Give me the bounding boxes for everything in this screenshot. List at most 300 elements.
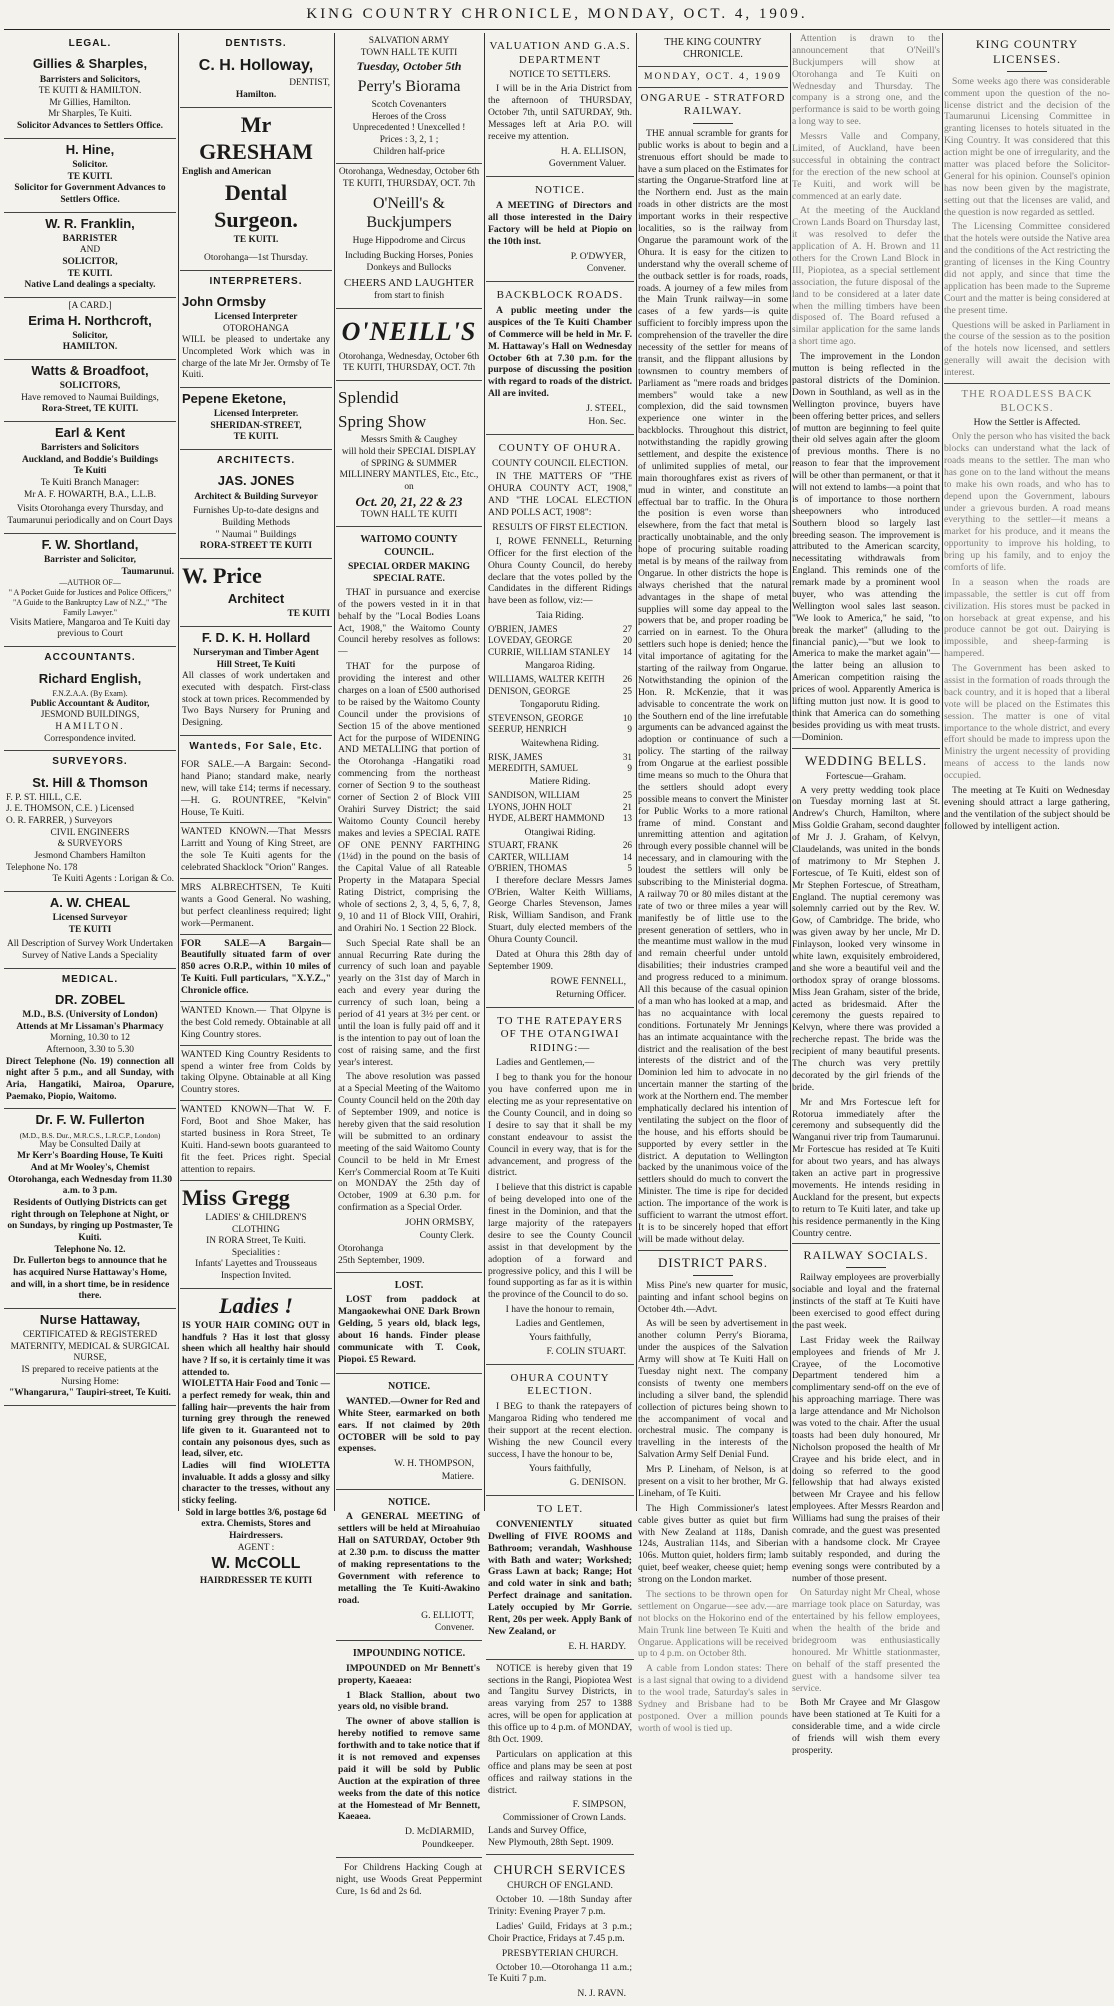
result-row [488,840,632,851]
vote-count: 25 [622,685,632,696]
section-heading: SURVEYORS. [52,756,128,768]
signature: Convener. [586,263,626,275]
ad-line: Licensed Interpreter [214,312,298,323]
section-heading: DENTISTS. [225,38,287,49]
section-heading: THE ROADLESS BACK BLOCKS. [961,388,1093,414]
signature: W. H. THOMPSON, [394,1458,474,1470]
ad-line: Direct Telephone (No. 19) connection all night after 5 p.m., and all Sunday, with Aria, Hangatiki, Mairoa, Oparure, Paemako, Piopio, Waitomo. [6,1056,174,1102]
paragraph: Ladies and Gentlemen,— [496,1057,595,1069]
ad-st-hill-thomson [4,772,176,892]
notice-denison-thanks [486,1365,634,1496]
divider [1007,71,1047,72]
ad-line: WIOLETTA Hair Food and Tonic —a perfect remedy for weak, thin and falling hair—prevents the hair from turning grey through the renewed life given to it. Guaranteed not to contain any poisonous dyes, such as lead, silver, etc. [182,1379,330,1460]
ad-line: Prices : 3, 2, 1 ; [379,134,439,145]
ad-oneills-buckjumpers [336,164,482,308]
news-paragraph: Some weeks ago there was considerable comment upon the question of the no-license district and the decision of the Taumarunui Licensing Committee in granting licenses to hotels situated in the King Country. It was considered that this action might be one of irregularity, and the matter was placed before the Solicitor-General for his opinion. Counsel's opinion has now been given by the magistrate, setting out that the licenses are valid, and the question is now regarded as settled. [944,75,1110,218]
news-paragraph: Mrs P. Lineham, of Nelson, is at present on a visit to her brother, Mr G. Lineham, of Te Kuiti. [638,1464,788,1499]
ad-line: TE KUITI & HAMILTON. [38,86,142,97]
ad-line: TOWN HALL TE KUITI [360,509,458,520]
classified-item: FOR SALE.—A Bargain: Second-hand Piano; standard make, nearly new, will take £14; terms if necessary.—H. G. ROUNTREE, "Kelvin" House, Te Kuiti. [180,756,332,823]
paragraph: The owner of above stallion is hereby notified to remove same forthwith and to take notice that if it is not removed and expenses paid it will be sold by Public Auction at the expiration of three weeks from the date of this notice at the Homestead of Mr Bennett, Kaeaea. [338,1716,480,1823]
news-paragraph: Attention is drawn to the announcement that O'Neill's Buckjumpers will show at Otorohanga and Te Kuiti on Wednesday and Thursday. The company is a strong one, and the performance is said to be worth going a long way to see. [792,33,940,128]
news-paragraph: The meeting at Te Kuiti on Wednesday evening should attract a large gathering, and the ventilation of the subject should be followed by intelligent action. [944,784,1110,832]
notice-heading: WAITOMO COUNTY COUNCIL. [360,534,458,558]
paragraph: The above resolution was passed at a Special Meeting of the Waitomo County Council held on the 20th day of September 1909, and notice is hereby given that the said resolution will be submitted to an ordinary meeting of the said Waitomo County Council to be held in Mr Ernest Kerr's Commercial Room at Te Kuiti on MONDAY the 25th day of October, 1909 at 6.30 p.m. for confirmation as a Special Order. [338,1071,480,1214]
ad-earl-kent [4,422,176,534]
paragraph: I therefore declare Messrs James O'Brien, Walter Keith Williams, George Charles Stevenson, James Risk, William Sandison, and Frank Stuart, duly elected members of the Ohura County Council. [488,874,632,946]
divider [944,383,1110,384]
paragraph: IMPOUNDED on Mr Bennett's property, Kaeaea: [338,1662,480,1686]
ad-line: DENTIST, [289,78,330,89]
paragraph: A GENERAL MEETING of settlers will be held at Miroahuiao Hall on SATURDAY, October 9th at 2.30 p.m. to discuss the matter of making representations to the Government with reference to metalling the Te Kuiti-Awakino road. [338,1511,480,1606]
candidate-name: STEVENSON, GEORGE [488,712,584,723]
vote-count: 27 [622,624,632,635]
signature: Lands and Survey Office, [488,1825,587,1837]
ad-line: TE KUITI, THURSDAY, OCT. 7th [342,178,476,189]
ad-line: Rora-Street, TE KUITI. [41,404,139,415]
signature: H. A. ELLISON, [560,145,626,157]
ad-line: JESMOND BUILDINGS, [40,710,140,721]
paragraph: I, ROWE FENNELL, Returning Officer for the first election of the Ohura County Council, do hereby declare that the votes polled by the Candidates in the different Ridings have been as follow, viz:— [488,535,632,607]
ad-miss-gregg [180,1181,332,1289]
ad-oneills-large [336,309,482,382]
news-paragraph: On Saturday night Mr Cheal, whose marriage took place on Saturday, was entertained by his fellow employees, when the health of the bride and bridegroom was enthusiastically honoured. Mr Whittle stationmaster, on behalf of the staff presented the guest with a handsome silver tea service. [792,1587,940,1694]
paragraph: THAT for the purpose of providing the interest and other charges on a loan of £500 authorised to be raised by the Waitomo County Council under the provisions of Section 15 of the above mentioned Act for the purpose of WIDENING AND METALLING that portion of the Otorohanga -Hangatiki road commencing from the northeast corner of Section 9 to the southeast corner of Section 2 of Block VIII Orahiri Survey District; the said Waitomo County Council hereby makes and levies a SPECIAL RATE OF ONE PENNY FARTHING (1¼d) in the pound on the basis of the Capital Value of all Rateable Property in the Matapara Special Rating District, comprising the whole of sections 2, 3, 4, 5, 6, 7, 8, 9, 10 and 11 of Block VIII, Orahiri, and Orahiri No. 1 Section 22 Block. [338,661,480,934]
candidate-name: WILLIAMS, WALTER KEITH [488,674,605,685]
signature: F. COLIN STUART. [546,1345,626,1357]
divider [638,66,788,67]
divider [792,1243,940,1244]
result-row [488,674,632,685]
ad-line: IN RORA Street, Te Kuiti. [206,1236,306,1247]
candidate-name: MEREDITH, SAMUEL [488,763,578,773]
paragraph: I will be in the Aria District from the afternoon of THURSDAY, October 7th, until SATURDAY, 9th. Messages left at Aria P.O. will receive my attention. [488,83,632,142]
ad-cough-cure: For Childrens Hacking Cough at night, use Woods Great Peppermint Cure, 1s 6d and 2s 6d. [336,1862,482,1897]
ad-line: SALVATION ARMY [368,36,450,46]
ad-line: " A Pocket Guide for Justices and Police Officers," "A Guide to the Bankruptcy Law of N.Z.," "The Family Lawyer." [8,588,172,617]
ad-line: AGENT : [237,1542,275,1553]
ad-line: from start to finish [373,290,445,301]
ad-line: & SURVEYORS [57,839,123,850]
notice-otangiwai-ratepayers [486,1008,634,1365]
ad-line: F. P. ST. HILL, C.E. [6,792,82,803]
section-heading: INTERPRETERS. [209,275,303,287]
section-heading: WEDDING BELLS. [804,752,928,768]
news-paragraph: A very pretty wedding took place on Tuesday morning last at St. Andrew's Church, Hamilton, where Miss Goldie Graham, second daughter of Mr J. J. Graham, of Kelvyn, Claudelands, was united in the bonds of matrimony to Mr Stephen J. Fortescue, of Te Kuiti, eldest son of Mr Stephen Fortescue, of Streatham, England. The nuptial ceremony was solemnly carried out by the Rev. W. Gow, of Cambridge. The bride, who was given away by her uncle, Mr D. Finlayson, looked very winsome in white lawn, exquisitely embroidered, and she wore a beautiful veil and the orthodox spray of orange blossoms. Miss Jean Graham, sister of the bride, acted as bridesmaid. After the ceremony the guests repaired to Kelvyn, where there was provided a recherche repast. The bride was the recipient of many beautiful presents. The church was very prettily decorated by the girl friends of the bride. [792,784,940,1093]
column-legal [4,33,176,1511]
masthead-rule [4,29,1110,30]
ad-line: AND [79,245,101,256]
notice-heading: BACKBLOCK ROADS. [496,289,624,302]
ad-english [4,668,176,752]
ad-line: CERTIFICATED & REGISTERED [22,1330,158,1341]
ad-line: SOLICITOR, [62,256,118,267]
ad-line: Afternoon, 3.30 to 5.30 [45,1045,134,1056]
ad-name: Miss Gregg [182,1184,290,1210]
riding-name: Tongaporutu Riding. [520,699,600,710]
paragraph: IN THE MATTERS OF "THE OHURA COUNTY ACT, 1908," AND "THE LOCAL ELECTION AND POLLS ACT, 1908": [488,471,632,519]
ad-line: Solicitor Advances to Settlers Office. [17,121,163,132]
news-paragraph: The Government has been asked to assist in the formation of roads through the back country, and it is hoped that a liberal vote will be placed on the Estimates this session. The matter is one of vital importance to the whole district, and every effort should be made to impress upon the Ministry the urgent necessity of providing means of access to the lands now occupied. [944,663,1110,782]
vote-count: 26 [622,674,632,685]
notice-heading: COUNTY OF OHURA. [498,441,622,454]
notice-heading: NOTICE. [534,184,586,197]
ad-line: LADIES' & CHILDREN'S CLOTHING [205,1212,307,1235]
ad-name: John Ormsby [182,293,266,309]
ad-ladies-hair [180,1289,332,1593]
signature: Government Valuer. [548,158,626,170]
ad-line: Barristers and Solicitors [41,443,139,454]
ad-line: All Description of Survey Work Undertaken [7,939,173,950]
vote-count: 10 [622,712,632,723]
ad-line: Hamilton. [235,89,277,100]
result-row [488,813,632,824]
ad-line: TE KUITI. [233,432,279,443]
ad-line: HAIRDRESSER TE KUITI [199,1576,313,1587]
ad-line: Otorohanga, Wednesday, October 6th [338,351,480,362]
ad-line: TE KUITI. [233,235,279,246]
ad-shortland [4,534,176,647]
ad-name: Ladies ! [219,1292,293,1318]
notice-subheading: COUNTY COUNCIL ELECTION. [492,457,628,469]
paragraph: I believe that this district is capable of being developed into one of the finest in the Dominion, and that the large majority of the ratepayers desire to see the County Council assist in that development by the adoption of a forward and progressive policy, and this I will be found supporting as far as it is within the province of the Council to do so. [488,1182,632,1301]
paragraph: LOST from paddock at Mangaokewhai ONE Dark Brown Gelding, 5 years old, black legs, about 16 hands. Finder please communicate with T. Cook, Piopoi. £5 Reward. [338,1294,480,1365]
ad-hollard [180,627,332,736]
candidate-name: DENISON, GEORGE [488,685,571,696]
signature: P. O'DWYER, [570,250,626,262]
ad-name: JAS. JONES [217,473,295,489]
vote-count: 20 [622,635,632,646]
ad-line: J. E. THOMSON, C.E. ) Licensed [6,804,134,815]
ad-line: Te Kuiti Branch Manager: [40,478,140,489]
ad-line: Have removed to Naumai Buildings, [21,392,159,403]
signature: G. DENISON. [569,1477,626,1489]
ad-line: Native Land dealings a specialty. [24,280,156,291]
notice-settlers-meeting [336,1490,482,1641]
ad-name: F. D. K. H. Hollard [201,629,311,645]
vote-count: 31 [622,751,632,762]
ad-line: Survey of Native Lands a Speciality [22,950,158,961]
news-paragraph: In a season when the roads are impassable, the settler is cut off from civilization. His stores must be packed in on horseback at great expense, and his produce cannot be got out. Dairying is impossible, and sheep-farming is hampered. [944,576,1110,660]
ad-line: Telephone No. 178 [6,862,78,873]
signature: E. H. HARDY. [568,1640,626,1652]
notice-subheading: NOTICE TO SETTLERS. [509,69,611,81]
ad-line: Specialities : [231,1247,281,1258]
column-licenses [944,33,1110,1511]
section-heading: MEDICAL. [61,973,119,985]
ad-line: TE KUITI. [67,171,113,182]
paragraph: I beg to thank you for the honour you have conferred upon me in electing me as your representative on the County Council, and in doing so I desire to say that it shall be my constant endeavour to assist the Council in every way, that is for the advancement, and progress of the district. [488,1072,632,1179]
ad-line: Scotch Covenanters [371,100,447,111]
ad-line: TE KUITI. [67,268,113,279]
ad-line: Licensed Surveyor [52,913,128,924]
ad-line: Residents of Outlying Districts can get right through on Telephone at Night, or on Sundays, by ringing up Postmaster, Te Kuiti. [7,1198,173,1244]
ad-line: Mr A. F. HOWARTH, B.A., L.L.B. [23,489,157,500]
column-notices [486,33,634,2000]
signature: Commissioner of Crown Lands. [502,1812,626,1824]
column-professional [180,33,332,1587]
signature: 25th September, 1909. [338,1254,425,1266]
news-paragraph: The Licensing Committee considered that the hotels were outside the Native area and the conditions of the Act restricting the granting of licenses in the King Country did not apply, and since that time the application has been made to the Supreme Court and the matter is being considered at the present time. [944,221,1110,316]
signature: Returning Officer. [555,988,626,1000]
candidate-name: SEERUP, HENRICH [488,724,567,735]
divider [792,748,940,749]
ad-name: DR. ZOBEL [54,992,126,1008]
candidate-name: LYONS, JOHN HOLT [488,801,572,812]
section-subheading: How the Settler is Affected. [973,417,1081,429]
ad-spring-show [336,381,482,527]
paragraph: A public meeting under the auspices of the Te Kuiti Chamber of Commerce will be held in Mr. F. M. Hattaway's Hall on Wednesday October 6th at 7.30 p.m. for the purpose of discussing the position with regard to roads of the district. All are invited. [488,304,632,400]
ad-line: (M.D., B.S. Dur., M.R.C.S., L.R.C.P., London) [19,1130,161,1140]
classified-item: WANTED Known.— That Olpyne is the best Cold remedy. Obtainable at all King Country stores. [180,1002,332,1046]
signature: Convener. [434,1622,474,1634]
ad-line: Splendid [338,388,399,408]
editorial-heading: ONGARUE - STRATFORD RAILWAY. [640,91,786,118]
result-row [488,624,632,635]
notice-steer [336,1374,482,1490]
ad-line: MATERNITY, MEDICAL & SURGICAL [10,1341,170,1352]
ad-line: O. R. FARRER, ) Surveyors [6,815,113,826]
editorial-paper-title: THE KING COUNTRY CHRONICLE. [664,37,762,61]
ad-name: Architect [227,591,285,607]
paragraph: I BEG to thank the ratepayers of Mangaroa Riding who tendered me their support at the recent election. Wishing the new Council every success, I have the honour to be, [488,1401,632,1460]
candidate-name: O'BRIEN, THOMAS [488,863,568,874]
section-heading: ACCOUNTANTS. [44,652,136,664]
ad-name: Gillies & Sharples, [32,56,148,72]
candidate-name: CARTER, WILLIAM [488,851,569,862]
result-row [488,863,632,874]
ad-line: Nurseryman and Timber Agent [193,648,319,658]
riding-name: Taia Riding. [536,610,584,622]
ad-holloway [180,53,332,107]
column-divider [636,33,637,1511]
result-row [488,852,632,863]
church-services [486,1855,634,2006]
ad-line: Licensed Interpreter. [213,409,299,420]
ad-line: SOLICITORS, [59,381,121,392]
notice-valuation [486,33,634,177]
news-paragraph: The improvement in the London mutton is being reflected in the pastoral districts of the Dominion. Down in Southland, as well as in the Wellington province, buyers have been offering better prices, and sellers of mutton are beginning to feel quite their old selves again after the gloom of previous months. There is no reason to fear that the improvement will be other than permanent, or that it will not extend to lambs—a point that is of importance to those northern sheepowners who introduced Southern blood so largely last breeding season. The improvement is attributed to the American scarcity, necessitating withdrawals from England. This reminds one of the remark made by a prominent wool buyer, who was attending the Wellington wool sales last season. "We look to America," he said, "to break the market" (alluding to the financial panic),—"but we look to America to make the market again"—the latter being an allusion to American competition raising the prices of wool. Apparently America is lifting mutton just now. It is good to think that America can do something besides providing us with meat trusts.—Dominion. [792,351,940,743]
news-paragraph: Mr and Mrs Fortescue left for Rotorua immediately after the ceremony and subsequently did the Wanganui river trip from Taumarunui. Mr Fortescue has resided at Te Kuiti for about two years, and has always taken an active part in progressive movements. He intends residing in Auckland for the present, but expects to return to Te Kuiti later, and take up his residence permanently in the King Country centre. [792,1096,940,1239]
notice-subheading: SPECIAL ORDER MAKING SPECIAL RATE. [347,561,471,584]
paragraph: CONVENIENTLY situated Dwelling of FIVE ROOMS and Bathroom; verandah, Washhouse with Bath and water; Workshed; Grass Lawn at back; Range; Hot and cold water in sink and bath; Perfect drainage and sanitation. Lately occupied by Mr Gorrie. Rent, 20s per week. Apply Bank of New Zealand, or [488,1518,632,1637]
ad-line: Perry's Biorama [357,78,461,96]
ad-line: Spring Show [338,412,427,432]
ad-line: BARRISTER [62,233,118,244]
notice-heading: OHURA COUNTY ELECTION. [510,1371,610,1398]
ad-name: Mr GRESHAM [199,111,313,164]
ad-line: Messrs Smith & Caughey [360,435,458,446]
paragraph: Such Special Rate shall be an annual Recurring Rate during the currency of such loan and payable yearly on the 31st day of March in each and every year during the currency of such loan, being a period of 41 years at 3½ per cent. or until the loan is fully paid off and it is the intention to pay out of loan the cost of raising same, and the first year's interest. [338,937,480,1068]
ad-name: Nurse Hattaway, [39,1311,141,1327]
ad-line: RORA-STREET TE KUITI [199,541,313,552]
divider [693,123,733,124]
ad-line: Tuesday, October 5th [356,59,462,74]
ad-line: will hold their SPECIAL DISPLAY of SPRING & SUMMER MILLINERY MANTLES, Etc., Etc., on [339,446,479,492]
divider [638,1250,788,1251]
ad-line: O'Neill's & Buckjumpers [366,194,452,232]
election-results [488,610,632,874]
ad-name: W. Price [182,562,262,588]
paragraph: WANTED.—Owner for Red and White Steer, earmarked on both ears. If not claimed by 20th OCTOBER will be sold to pay expenses. [338,1395,480,1455]
ad-name: St. Hill & Thomson [32,774,148,790]
signature: Ladies and Gentlemen, [515,1318,605,1330]
ad-name: Dental Surgeon. [214,179,298,232]
divider [846,1267,886,1268]
divider [638,87,788,88]
paragraph: Ladies' Guild, Fridays at 3 p.m.; Choir Practice, Fridays at 7.45 p.m. [488,1920,632,1944]
result-row [488,763,632,774]
notice-to-let [486,1496,634,1659]
section-heading: LEGAL. [68,38,112,49]
ad-line: English and American [182,167,272,178]
section-heading: DISTRICT PARS. [657,1254,769,1270]
ad-name: F. W. Shortland, [41,536,139,552]
riding-name: Matiere Riding. [529,776,591,788]
ad-line: Heroes of the Cross [371,111,447,122]
notice-heading: LOST. [394,1279,424,1291]
column-editorial [638,33,788,1734]
ad-line: Solicitor, [72,330,108,341]
classified-item: WANTED KNOWN—That W. F. Ford, Boot and Shoe Maker, has started business in Rora Street, Te Kuiti. Hand-sewn boots guaranteed to fit the feet. Prices right. Special attention to repairs. [180,1101,332,1180]
ad-fullerton [4,1109,176,1309]
ad-line: Hill Street, Te Kuiti [216,659,296,670]
section-heading: KING COUNTRY LICENSES. [975,37,1079,66]
paragraph: NOTICE is hereby given that 19 sections in the Rangi, Piopiotea West and Tangitu Survey Districts, in areas varying from 257 to 1388 acres, will be open for application at this office up to 4 p.m. of MONDAY, 8th Oct. 1909. [488,1662,632,1746]
candidate-name: RISK, JAMES [488,751,543,762]
news-paragraph: At the meeting of the Auckland Crown Lands Board on Thursday last, it was resolved to defer the application of A. H. Brown and 11 others for the Crown Land Block in III, Piopiotea, as a special settlement association, the future disposal of the land to be considered at a later date when the milling timbers have been disposed of. The Board refused a similar application for the same lands a short time ago. [792,205,940,348]
column-divider [178,33,179,1511]
news-paragraph: Last Friday week the Railway employees and friends of Mr J. Crayee, of the Locomotive Department tendered him a complimentary send-off on the eve of his approaching marriage. There was a large attendance and Mr Nicholson was voted to the chair. After the usual toasts had been duly honoured, Mr Nicholson proposed the health of Mr Crayee and his bride elect, and in doing so referred to the good fellowship that had always existed between Mr Crayee and his fellow employees. After Messrs Reardon and Williams had sung the praises of their comrade, and the guest was presented with a handsome clock. Mr Crayee suitably responded, and during the evening songs were contributed by a number of those present. [792,1334,940,1584]
ad-name: H. Hine, [65,141,115,157]
paragraph: 1 Black Stallion, about two years old, no visible brand. [338,1689,480,1713]
ad-line: Taumarunui. [121,566,174,577]
vote-count: 5 [627,863,632,874]
notice-heading: IMPOUNDING NOTICE. [352,1648,466,1660]
news-paragraph: A cable from London states: There is a last signal that owing to a dividend to the wool trade, Saturday's sales in Sydney and Brisbane had to be postponed. Over a million pounds worth of wool is tied up. [638,1663,788,1734]
ad-line: Ladies will find WIOLETTA invaluable. It adds a glossy and silky character to the tresses, without any sticky feeling. [182,1460,330,1506]
news-paragraph: Railway employees are proverbially sociable and loyal and the fraternal instincts of the staff at Te Kuiti have been exercised to good effect during the past week. [792,1272,940,1331]
column-divider [484,33,485,1511]
ad-line: Te Kuiti Agents : Lorigan & Co. [52,874,174,885]
vote-count: 9 [627,763,632,773]
ad-line: Telephone No. 12. [54,1244,126,1255]
ad-line: Otorohanga—1st Thursday. [204,252,308,263]
ad-name: Earl & Kent [54,425,126,441]
ad-line: TE KUITI [68,924,112,935]
ad-name: A. W. CHEAL [49,894,131,910]
ad-line: Dr. Fullerton begs to announce that he has acquired Nurse Hattaway's Home, and will, in a short time, be in residence there. [10,1256,170,1302]
result-row [488,802,632,813]
masthead: KING COUNTRY CHRONICLE, MONDAY, OCT. 4, 1909. [306,6,808,22]
signature: G. ELLIOTT, [421,1609,474,1621]
signature: Otorohanga [338,1242,384,1254]
ad-line: WILL be pleased to undertake any Uncompleted Work which was in charge of the late Mr Jer. Ormsby of Te Kuiti. [182,335,330,381]
notice-heading: CHURCH SERVICES [493,1862,627,1878]
ad-line: OTOROHANGA [223,323,289,334]
classified-item: WANTED KNOWN.—That Messrs Larritt and Young of King Street, are the sole Te Kuiti agents for the celebrated Shacklock "Orion" Ranges. [180,823,332,879]
ad-line: CIVIL ENGINEERS [50,827,130,838]
notice-heading: TO LET. [536,1503,584,1516]
signature: Yours faithfully, [528,1332,592,1343]
notice-lost [336,1273,482,1375]
result-row [488,752,632,763]
paragraph: October 10. —18th Sunday after Trinity: Evening Prayer 7 p.m. [488,1894,632,1917]
column-divider [334,33,335,1511]
ad-line: M.D., B.S. (University of London) [22,1010,158,1021]
vote-count: 13 [622,813,632,824]
ad-line: Barristers and Solicitors, [39,74,141,85]
result-row [488,790,632,801]
ad-zobel [4,989,176,1109]
classified-item: FOR SALE—A Bargain—Beautifully situated farm of over 850 acres O.R.P., within 10 miles of Te Kuiti. Full particulars, "X.Y.Z.," Chronicle office. [180,935,332,1002]
column-divider [790,33,791,1511]
candidate-name: LOVEDAY, GEORGE [488,635,573,646]
signature: N. J. RAVN. [577,1988,626,2000]
ad-line: Correspondence invited. [44,733,136,744]
ad-line: "Whangarura," Taupiri-street, Te Kuiti. [9,1388,171,1399]
ad-gresham [180,108,332,271]
ad-name: W. McCOLL [211,1555,301,1573]
ad-line: TE KUITI, THURSDAY, OCT. 7th [342,363,476,374]
editorial-date: MONDAY, OCT. 4, 1909 [644,70,782,82]
ad-line: Mr Sharples, Te Kuiti. [48,109,132,120]
ad-line: IS YOUR HAIR COMING OUT in handfuls ? Has it lost that glossy sheen which all healthy hair should have ? If so, it is certainly time it was attended to. [182,1321,330,1378]
signature: JOHN ORMSBY, [405,1217,474,1229]
signature: F. SIMPSON, [572,1799,626,1811]
ad-line: CHEERS AND LAUGHTER [343,277,475,290]
result-row [488,635,632,646]
news-paragraph: Miss Pine's new quarter for music, painting and infant school begins on October 4th.—Advt. [638,1279,788,1315]
section-heading: RAILWAY SOCIALS. [803,1248,929,1263]
divider [693,1275,733,1276]
candidate-name: CURRIE, WILLIAM STANLEY [488,646,611,657]
ad-line: TOWN HALL TE KUITI [360,47,458,58]
notice-ohura-election [486,435,634,1008]
ad-line: —AUTHOR OF— [59,578,121,588]
ad-nurse-hattaway [4,1309,176,1406]
ad-line: SHERIDAN-STREET, [210,420,302,431]
notice-crown-lands [486,1660,634,1855]
ad-line: Sold in large bottles 3/6, postage 6d extra. Chemists, Stores and Hairdressers. [185,1507,327,1541]
paragraph: Dated at Ohura this 28th day of September 1909. [488,948,632,972]
result-row [488,647,632,658]
ad-line: Otorohanga, Wednesday, October 6th [338,167,480,178]
ad-name: Pepene Eketone, [182,391,287,406]
notice-heading: TO THE RATEPAYERS OF THE OTANGIWAI RIDING:— [497,1014,623,1054]
news-paragraph: Questions will be asked in Parliament in the course of the session as to the position of the hotels now licensed, and settlers generally will await the decision with interest. [944,319,1110,379]
ad-line: TE KUITI [287,609,330,620]
paragraph: October 10.—Otorohanga 11 a.m.; Te Kuiti 7 p.m. [488,1961,632,1985]
ad-name: Erima H. Northcroft, [28,312,152,328]
ad-name: Watts & Broadfoot, [31,362,149,378]
ad-line: IS prepared to receive patients at the Nursing Home: [21,1365,159,1387]
section-heading: ARCHITECTS. [216,455,296,467]
ad-line: Auckland, and Boddie's Buildings [21,454,158,465]
ad-line: O'NEILL'S [341,316,477,346]
ad-name: Richard English, [38,670,142,686]
news-paragraph: The High Commissioner's latest cable gives butter as quiet but firm with New Zealand at 118s, Danish 124s, Australian 114s, and Siberian 106s. Mutton quiet, holders firm; lamb quiet, beef weaker, cheese quiet; hemp strong on the London market. [638,1502,788,1586]
signature: D. McDIARMID, [404,1826,474,1838]
news-paragraph: As will be seen by advertisement in another column Perry's Biorama, under the auspices of the Salvation Army will show at Te Kuiti Hall on Tuesday night next. The company consists of twenty one members including a silver band, the splendid collection of pictures being shown to the accompaniment of vocal and orchestral music. The company is travelling in the interests of the Salvation Army Self Denial Fund. [638,1318,788,1461]
ad-line: Te Kuiti [73,466,107,477]
ad-name: W. R. Franklin, [45,215,135,231]
ad-line: Unprecedented ! Unexcelled ! [352,123,466,134]
notice-subheading: PRESBYTERIAN CHURCH. [501,1947,619,1959]
ad-line: Mr Gillies, Hamilton. [49,97,131,108]
ad-line: Public Accountant & Auditor, [30,698,150,709]
riding-name: Mangaroa Riding. [525,660,595,672]
